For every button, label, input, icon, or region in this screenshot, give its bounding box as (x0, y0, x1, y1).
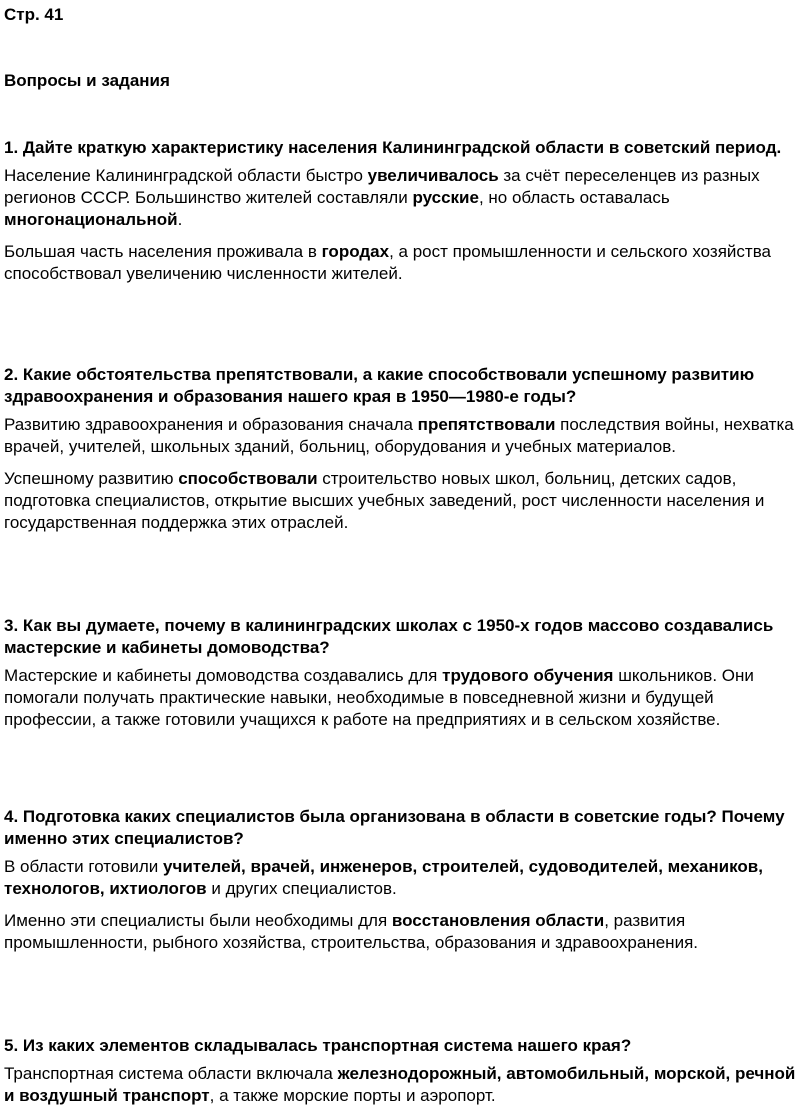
answer-2-paragraph-1 (4, 414, 796, 458)
answer-text: , но область оставалась (478, 188, 670, 207)
answer-text: последствия войны, нехватка врачей, учителей, школьных зданий, больниц, оборудования и учебных материалов. (4, 415, 794, 456)
question-block-2 (4, 364, 796, 544)
question-1: 1. Дайте краткую характеристику населения Калининградской области в советский период. (4, 138, 782, 157)
question-block-3 (4, 615, 796, 741)
emphasis-text: способствовали (178, 469, 318, 488)
answer-text: Мастерские и кабинеты домоводства создавались для (4, 666, 443, 685)
answer-text: Население Калининградской области быстро (4, 166, 368, 185)
section-title: Вопросы и задания (4, 71, 170, 90)
answer-text: Развитию здравоохранения и образования сначала (4, 415, 418, 434)
answer-2-paragraph-2 (4, 468, 796, 534)
question-block-5 (4, 1035, 796, 1117)
answer-text: Успешному развитию (4, 469, 179, 488)
question-block-4 (4, 806, 796, 964)
emphasis-text: восстановления области (391, 911, 605, 930)
page-number-label: Стр. 41 (4, 5, 64, 24)
question-2: 2. Какие обстоятельства препятствовали, а какие способствовали успешному развитию здравоохранения и образования нашего края в 1950—1980-е годы? (4, 365, 755, 406)
answer-text: , развития промышленности, рыбного хозяйства, строительства, образования и здравоохранения. (4, 911, 698, 952)
emphasis-text: железнодорожный, автомобильный, морской, речной и воздушный транспорт (4, 1064, 796, 1105)
answer-text: школьников. Они помогали получать практические навыки, необходимые в повседневной жизни и будущей профессии, а также готовили учащихся к работе на предприятиях и в сельском хозяйстве. (4, 666, 754, 729)
answer-text: , а рост промышленности и сельского хозяйства способствовал увеличению численности жителей. (4, 242, 772, 283)
answer-text: строительство новых школ, больниц, детских садов, подготовка специалистов, открытие высших учебных заведений, рост численности населения и государственная поддержка этих отраслей. (4, 469, 765, 532)
emphasis-text: препятствовали (417, 415, 556, 434)
emphasis-text: городах (321, 242, 390, 261)
answer-text: и других специалистов. (206, 879, 397, 898)
question-4: 4. Подготовка каких специалистов была организована в области в советские годы? Почему именно этих специалистов? (4, 807, 785, 848)
answer-text: , а также морские порты и аэропорт. (209, 1086, 496, 1105)
question-block-1 (4, 137, 796, 295)
answer-1-paragraph-1 (4, 165, 796, 231)
emphasis-text: учителей, врачей, инженеров, строителей, судоводителей, механиков, технологов, ихтиологов (4, 857, 763, 898)
answer-text: . (177, 210, 183, 229)
emphasis-text: увеличивалось (367, 166, 499, 185)
emphasis-text: русские (412, 188, 479, 207)
answer-text: Именно эти специалисты были необходимы для (4, 911, 392, 930)
answer-5-paragraph-1 (4, 1063, 796, 1107)
answer-text: Транспортная система области включала (4, 1064, 338, 1083)
question-5: 5. Из каких элементов складывалась транспортная система нашего края? (4, 1036, 632, 1055)
question-3: 3. Как вы думаете, почему в калининградских школах с 1950-х годов массово создавались мастерские и кабинеты домоводства? (4, 616, 774, 657)
answer-text: Большая часть населения проживала в (4, 242, 322, 261)
answer-3-paragraph-1 (4, 665, 796, 731)
answer-text: за счёт переселенцев из разных регионов СССР. Большинство жителей составляли (4, 166, 760, 207)
answer-4-paragraph-1 (4, 856, 796, 900)
answer-text: В области готовили (4, 857, 163, 876)
emphasis-text: трудового обучения (442, 666, 614, 685)
emphasis-text: многонациональной (4, 210, 178, 229)
answer-1-paragraph-2 (4, 241, 796, 285)
answer-4-paragraph-2 (4, 910, 796, 954)
